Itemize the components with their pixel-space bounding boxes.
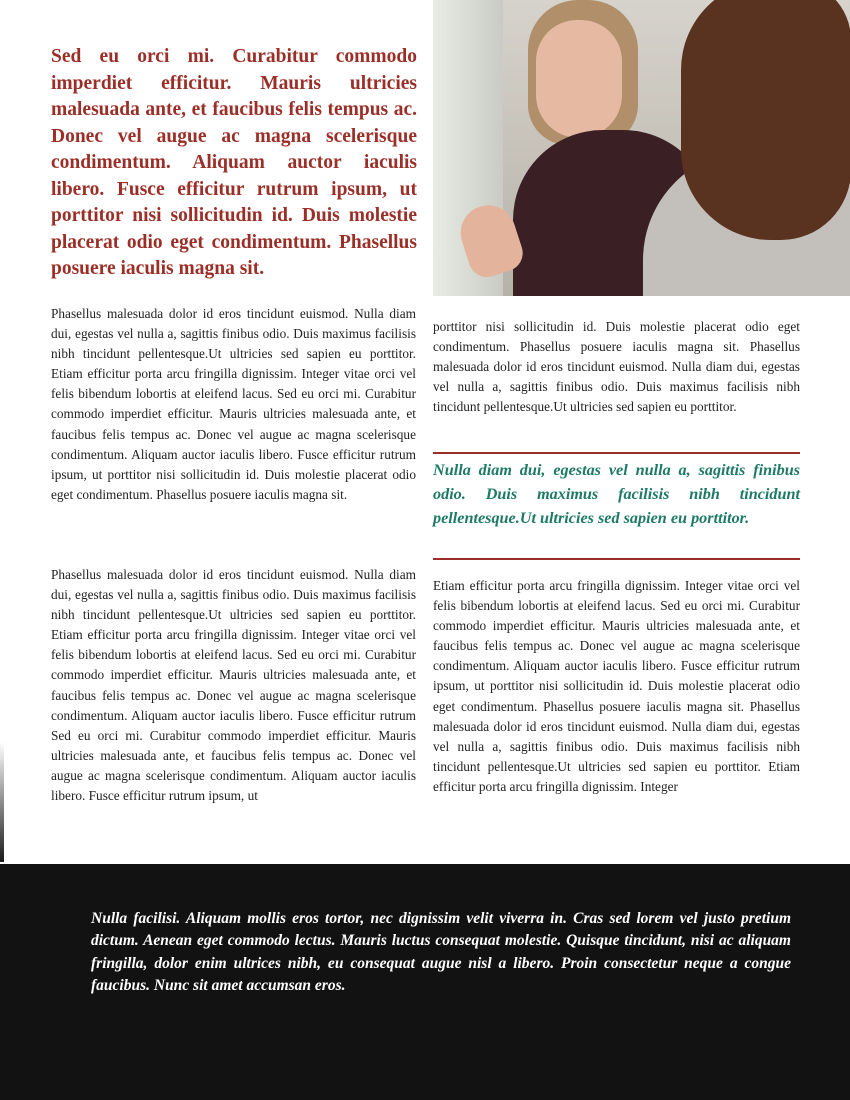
footer-quote: Nulla facilisi. Aliquam mollis eros tortor, nec dignissim velit viverra in. Cras sed lorem vel justo pretium dictum. Aenean eget commodo lectus. Mauris luctus consequat molestie. Quisque tincidunt, nisi ac aliquam fringilla, dolor enim ultrices nibh, eu consequat augue nisl a libero. Proin consectetur neque a congue faucibus. Nunc sit amet accumsan eros. (91, 910, 791, 994)
left-column-paragraph-2: Phasellus malesuada dolor id eros tincidunt euismod. Nulla diam dui, egestas vel nulla a, sagittis finibus odio. Duis maximus facilisis nibh tincidunt pellentesque.Ut ultricies sed sapien eu porttitor. Etiam efficitur porta arcu fringilla dignissim. Integer vitae orci vel felis bibendum lobortis at eleifend lacus. Sed eu orci mi. Curabitur commodo imperdiet efficitur. Mauris ultricies malesuada ante, et faucibus felis tempus ac. Donec vel augue ac magna scelerisque condimentum. Aliquam auctor iaculis libero. Fusce efficitur rutrum Sed eu orci mi. Curabitur commodo imperdiet efficitur. Mauris ultricies malesuada ante, et faucibus felis tempus ac. Donec vel augue ac magna scelerisque condimentum. Aliquam auctor iaculis libero. Fusce efficitur rutrum ipsum, ut (51, 567, 416, 804)
pull-quote: Nulla diam dui, egestas vel nulla a, sagittis finibus odio. Duis maximus facilisis nibh tincidunt pellentesque.Ut ultricies sed sapien eu porttitor. (433, 461, 800, 527)
left-column-paragraph-1: Phasellus malesuada dolor id eros tincidunt euismod. Nulla diam dui, egestas vel nulla a, sagittis finibus odio. Duis maximus facilisis nibh tincidunt pellentesque.Ut ultricies sed sapien eu porttitor. Etiam efficitur porta arcu fringilla dignissim. Integer vitae orci vel felis bibendum lobortis at eleifend lacus. Sed eu orci mi. Curabitur commodo imperdiet efficitur. Mauris ultricies malesuada ante, et faucibus felis tempus ac. Donec vel augue ac magna scelerisque condimentum. Aliquam auctor iaculis libero. Fusce efficitur rutrum ipsum, ut porttitor nisi sollicitudin id. Duis molestie placerat odio eget condimentum. Phasellus posuere iaculis magna sit. (51, 306, 416, 502)
photo-speaker-face (536, 20, 622, 138)
conversation-photo (433, 0, 850, 296)
right-column-paragraph-1: porttitor nisi sollicitudin id. Duis molestie placerat odio eget condimentum. Phasellus posuere iaculis magna sit. Phasellus malesuada dolor id eros tincidunt euismod. Nulla diam dui, egestas vel nulla a, sagittis finibus odio. Duis maximus facilisis nibh tincidunt pellentesque.Ut ultricies sed sapien eu porttitor. (433, 319, 800, 415)
pull-quote-bottom-rule (433, 558, 800, 560)
right-column-paragraph-2: Etiam efficitur porta arcu fringilla dignissim. Integer vitae orci vel felis bibendum lobortis at eleifend lacus. Sed eu orci mi. Curabitur commodo imperdiet efficitur. Mauris ultricies malesuada ante, et faucibus felis tempus ac. Donec vel augue ac magna scelerisque condimentum. Aliquam auctor iaculis libero. Fusce efficitur rutrum ipsum, ut porttitor nisi sollicitudin id. Duis molestie placerat odio eget condimentum. Phasellus posuere iaculis magna sit. Phasellus malesuada dolor id eros tincidunt euismod. Nulla diam dui, egestas vel nulla a, sagittis finibus odio. Duis maximus facilisis nibh tincidunt pellentesque.Ut ultricies sed sapien eu porttitor. Etiam efficitur porta arcu fringilla dignissim. Integer (433, 578, 800, 794)
lead-paragraph: Sed eu orci mi. Curabitur commodo imperdiet efficitur. Mauris ultricies malesuada ante, et faucibus felis tempus ac. Donec vel augue ac magna scelerisque condimentum. Aliquam auctor iaculis libero. Fusce efficitur rutrum ipsum, ut porttitor nisi sollicitudin id. Duis molestie placerat odio eget condimentum. Phasellus posuere iaculis magna sit. (51, 46, 417, 279)
left-edge-shadow (0, 742, 4, 862)
pull-quote-top-rule (433, 452, 800, 454)
photo-listener-hair (681, 0, 850, 240)
